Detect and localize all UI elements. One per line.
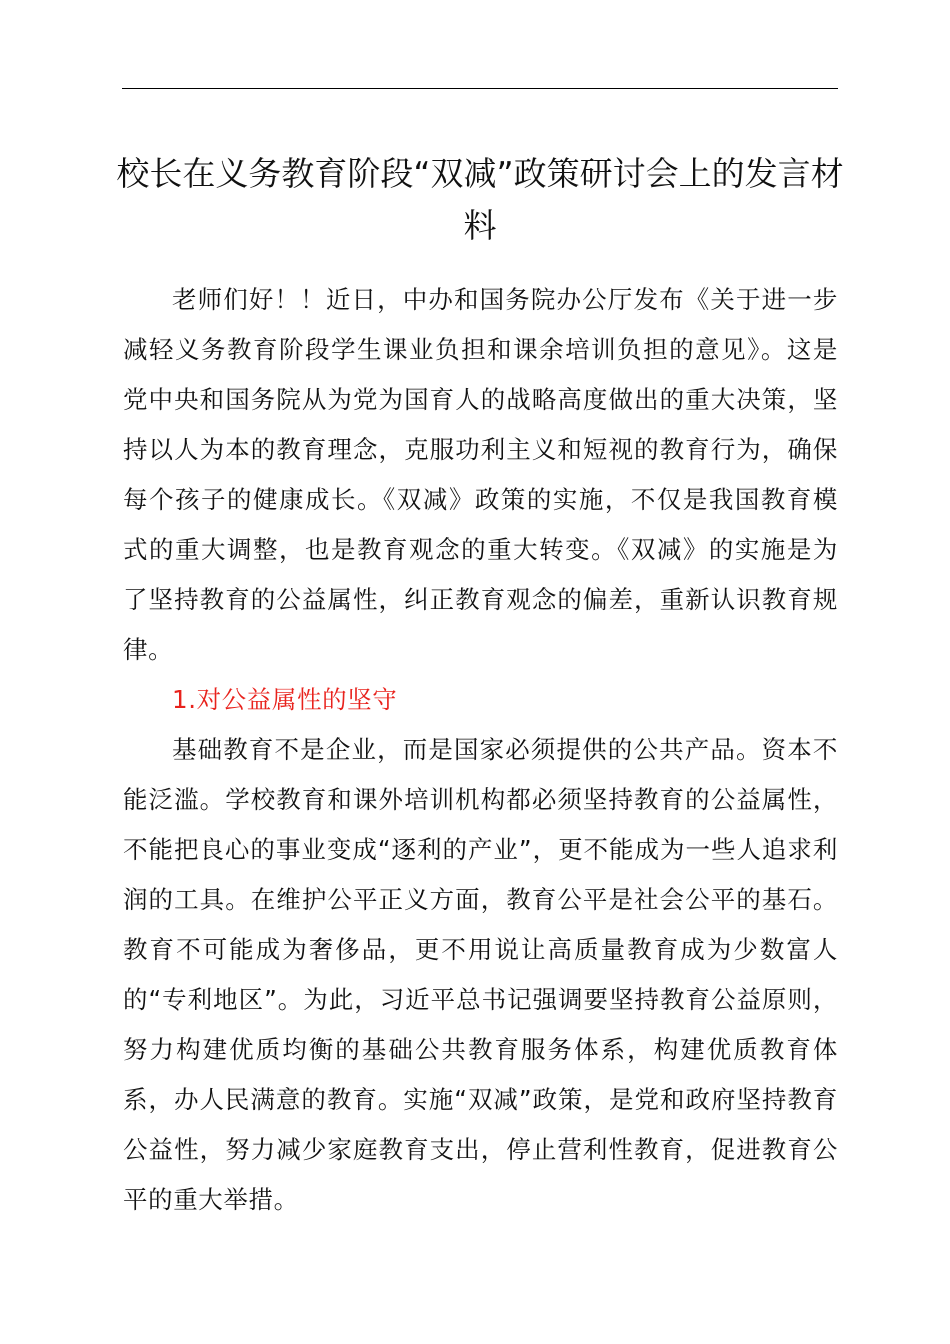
header-rule: [122, 88, 838, 89]
document-body: [123, 275, 838, 1225]
section-heading: 1.对公益属性的坚守: [172, 685, 398, 714]
document-title: 校长在义务教育阶段“双减”政策研讨会上的发言材料: [116, 154, 844, 245]
section-paragraph: 基础教育不是企业，而是国家必须提供的公共产品。资本不能泛滥。学校教育和课外培训机构都必须坚持教育的公益属性，不能把良心的事业变成“逐利的产业”，更不能成为一些人追求利润的工具。在维护公平正义方面，教育公平是社会公平的基石。教育不可能成为奢侈品，更不用说让高质量教育成为少数富人的“专利地区”。为此，习近平总书记强调要坚持教育公益原则，努力构建优质均衡的基础公共教育服务体系，构建优质教育体系，办人民满意的教育。实施“双减”政策，是党和政府坚持教育公益性，努力减少家庭教育支出，停止营利性教育，促进教育公平的重大举措。: [123, 735, 838, 1214]
intro-paragraph: 老师们好！！近日，中办和国务院办公厅发布《关于进一步减轻义务教育阶段学生课业负担和课余培训负担的意见》。这是党中央和国务院从为党为国育人的战略高度做出的重大决策，坚持以人为本的教育理念，克服功利主义和短视的教育行为，确保每个孩子的健康成长。《双减》政策的实施，不仅是我国教育模式的重大调整，也是教育观念的重大转变。《双减》的实施是为了坚持教育的公益属性，纠正教育观念的偏差，重新认识教育规律。: [123, 285, 838, 664]
